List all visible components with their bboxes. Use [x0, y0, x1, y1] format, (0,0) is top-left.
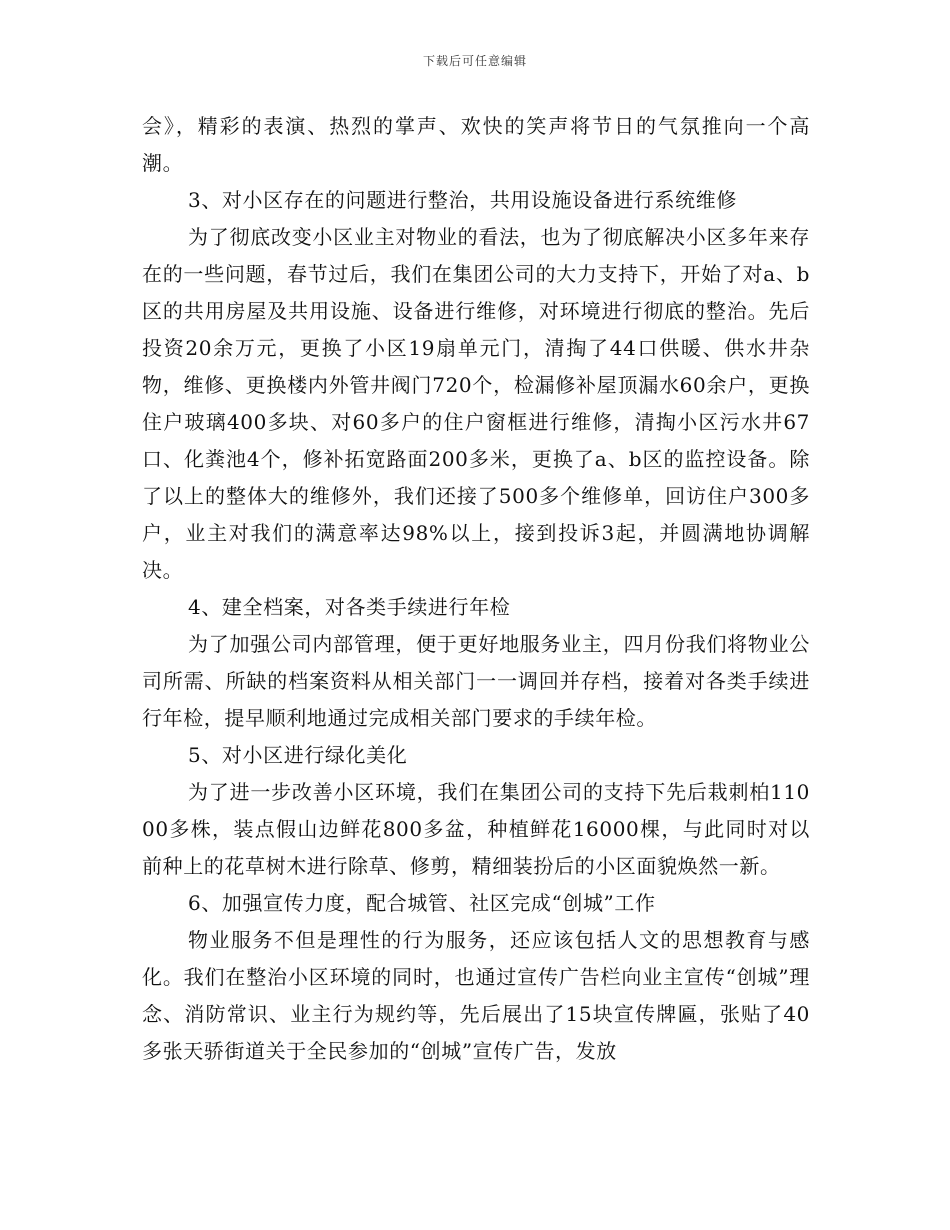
section-heading-4: 4、建全档案，对各类手续进行年检: [188, 595, 511, 619]
paragraph-9: 物业服务不但是理性的行为服务，还应该包括人文的思想教育与感化。我们在整治小区环境的同时，也通过宣传广告栏向业主宣传“创城”理念、消防常识、业主行为规约等，先后展出了15块宣传牌匾，张贴了40多张天骄街道关于全民参加的“创城”宣传广告，发放: [142, 928, 810, 1063]
section-heading-6: 6、加强宣传力度，配合城管、社区完成“创城”工作: [188, 891, 656, 915]
document-body: [142, 108, 810, 1070]
page-header: 下载后可任意编辑: [422, 54, 527, 68]
section-heading-5: 5、对小区进行绿化美化: [188, 743, 408, 767]
paragraph-1: 会》，精彩的表演、热烈的掌声、欢快的笑声将节日的气氛推向一个高潮。: [142, 114, 810, 175]
paragraph-7: 为了进一步改善小区环境，我们在集团公司的支持下先后栽刺柏11000多株，装点假山边鲜花800多盆，种植鲜花16000棵，与此同时对以前种上的花草树木进行除草、修剪，精细装扮后的小区面貌焕然一新。: [142, 780, 810, 878]
paragraph-3: 为了彻底改变小区业主对物业的看法，也为了彻底解决小区多年来存在的一些问题，春节过后，我们在集团公司的大力支持下，开始了对a、b区的共用房屋及共用设施、设备进行维修，对环境进行彻底的整治。先后投资20余万元，更换了小区19扇单元门，清掏了44口供暖、供水井杂物，维修、更换楼内外管井阀门720个，检漏修补屋顶漏水60余户，更换住户玻璃400多块、对60多户的住户窗框进行维修，清掏小区污水井67口、化粪池4个，修补拓宽路面200多米，更换了a、b区的监控设备。除了以上的整体大的维修外，我们还接了500多个维修单，回访住户300多户，业主对我们的满意率达98%以上，接到投诉3起，并圆满地协调解决。: [142, 225, 810, 582]
paragraph-5: 为了加强公司内部管理，便于更好地服务业主，四月份我们将物业公司所需、所缺的档案资料从相关部门一一调回并存档，接着对各类手续进行年检，提早顺利地通过完成相关部门要求的手续年检。: [142, 632, 810, 730]
section-heading-3: 3、对小区存在的问题进行整治，共用设施设备进行系统维修: [188, 188, 737, 212]
